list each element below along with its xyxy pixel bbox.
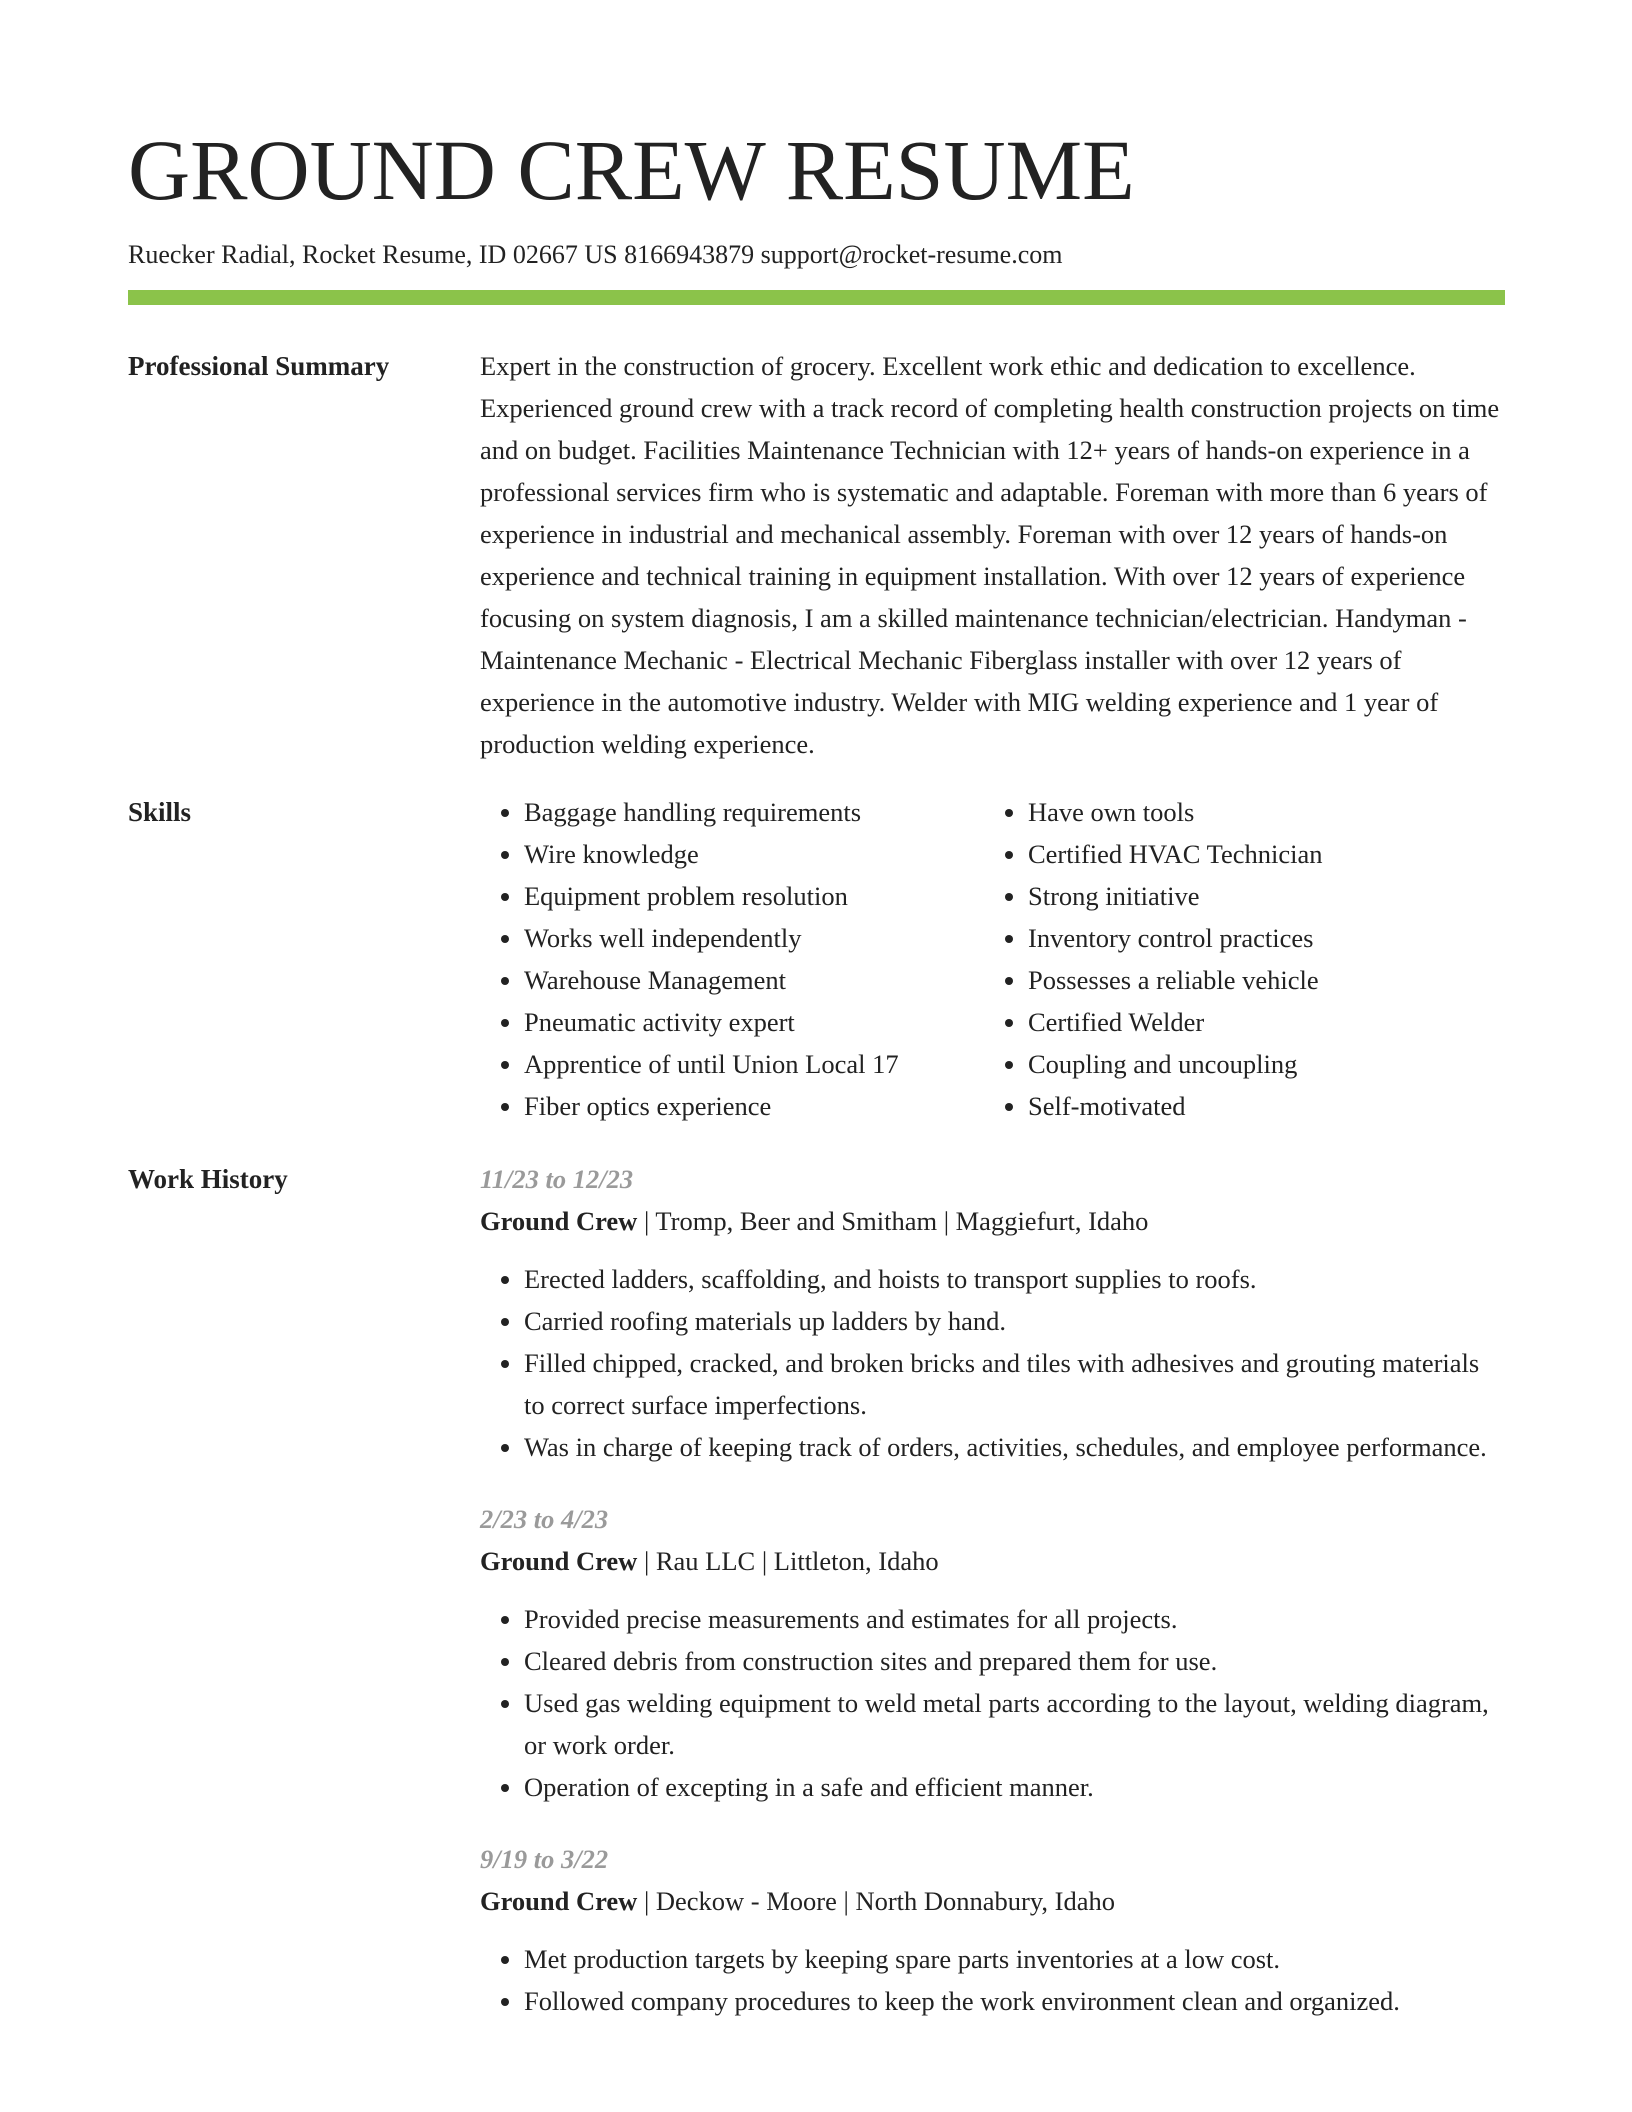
job-title-line — [480, 1200, 1505, 1242]
skills-section — [128, 791, 1505, 1127]
job-duties — [480, 1598, 1505, 1808]
work-history-heading: Work History — [128, 1164, 288, 1194]
duty-item: • Erected ladders, scaffolding, and hoists to transport supplies to roofs. — [524, 1258, 1505, 1300]
resume-page — [128, 0, 1505, 2052]
job-dates: 9/19 to 3/22 — [480, 1844, 609, 1874]
job-title: Ground Crew — [480, 1206, 638, 1236]
skills-columns — [480, 791, 1505, 1127]
skills-body — [480, 791, 1505, 1127]
skill-item: • Pneumatic activity expert — [524, 1001, 984, 1043]
skill-item: • Have own tools — [1028, 791, 1323, 833]
duty-item: • Operation of excepting in a safe and efficient manner. — [524, 1766, 1505, 1808]
skill-item: • Apprentice of until Union Local 17 — [524, 1043, 984, 1085]
skill-item: • Fiber optics experience — [524, 1085, 984, 1127]
job-company-location: | Rau LLC | Littleton, Idaho — [637, 1546, 939, 1576]
summary-body — [480, 345, 1505, 765]
accent-divider — [128, 290, 1505, 305]
skills-list-left — [480, 791, 984, 1127]
work-history-section — [128, 1158, 1505, 2052]
skills-list-right — [984, 791, 1323, 1127]
job-company-location: | Tromp, Beer and Smitham | Maggiefurt, Idaho — [637, 1206, 1149, 1236]
job-entry — [480, 1158, 1505, 1468]
skill-item: • Possesses a reliable vehicle — [1028, 959, 1323, 1001]
work-history-body — [480, 1158, 1505, 2052]
job-duties — [480, 1938, 1505, 2022]
job-title-line — [480, 1540, 1505, 1582]
skill-item: • Inventory control practices — [1028, 917, 1323, 959]
job-duties — [480, 1258, 1505, 1468]
skill-item: • Equipment problem resolution — [524, 875, 984, 917]
job-entry — [480, 1838, 1505, 2022]
duty-item: • Used gas welding equipment to weld metal parts according to the layout, welding diagram, or work order. — [524, 1682, 1505, 1766]
skill-item: • Coupling and uncoupling — [1028, 1043, 1323, 1085]
summary-heading: Professional Summary — [128, 351, 390, 381]
skill-item: • Certified Welder — [1028, 1001, 1323, 1043]
job-dates: 11/23 to 12/23 — [480, 1164, 634, 1194]
job-title: Ground Crew — [480, 1886, 638, 1916]
duty-item: • Filled chipped, cracked, and broken bricks and tiles with adhesives and grouting materials to correct surface imperfections. — [524, 1342, 1505, 1426]
skill-item: • Wire knowledge — [524, 833, 984, 875]
job-title: Ground Crew — [480, 1546, 638, 1576]
summary-section — [128, 345, 1505, 765]
skill-item: • Strong initiative — [1028, 875, 1323, 917]
skill-item: • Self-motivated — [1028, 1085, 1323, 1127]
job-dates: 2/23 to 4/23 — [480, 1504, 609, 1534]
job-entry — [480, 1498, 1505, 1808]
duty-item: • Provided precise measurements and estimates for all projects. — [524, 1598, 1505, 1640]
skill-item: • Works well independently — [524, 917, 984, 959]
duty-item: • Carried roofing materials up ladders by hand. — [524, 1300, 1505, 1342]
job-title-line — [480, 1880, 1505, 1922]
contact-line: Ruecker Radial, Rocket Resume, ID 02667 US 8166943879 support@rocket-resume.com — [128, 240, 1063, 269]
summary-text: Expert in the construction of grocery. Excellent work ethic and dedication to excellence. Experienced ground crew with a track record of completing health construction projects on time and on budget. Facilities Maintenance Technician with 12+ years of hands-on experience in a professional services firm who is systematic and adaptable. Foreman with more than 6 years of experience in industrial and mechanical assembly. Foreman with over 12 years of hands-on experience and technical training in equipment installation. With over 12 years of experience focusing on system diagnosis, I am a skilled maintenance technician/electrician. Handyman - Maintenance Mechanic - Electrical Mechanic Fiberglass installer with over 12 years of experience in the automotive industry. Welder with MIG welding experience and 1 year of production welding experience. — [480, 351, 1500, 759]
skill-item: • Certified HVAC Technician — [1028, 833, 1323, 875]
duty-item: • Followed company procedures to keep the work environment clean and organized. — [524, 1980, 1505, 2022]
duty-item: • Was in charge of keeping track of orders, activities, schedules, and employee performance. — [524, 1426, 1505, 1468]
job-company-location: | Deckow - Moore | North Donnabury, Idaho — [637, 1886, 1115, 1916]
skills-heading: Skills — [128, 797, 192, 827]
duty-item: • Cleared debris from construction sites and prepared them for use. — [524, 1640, 1505, 1682]
skill-item: • Baggage handling requirements — [524, 791, 984, 833]
resume-title: GROUND CREW RESUME — [128, 122, 1135, 218]
skill-item: • Warehouse Management — [524, 959, 984, 1001]
duty-item: • Met production targets by keeping spare parts inventories at a low cost. — [524, 1938, 1505, 1980]
